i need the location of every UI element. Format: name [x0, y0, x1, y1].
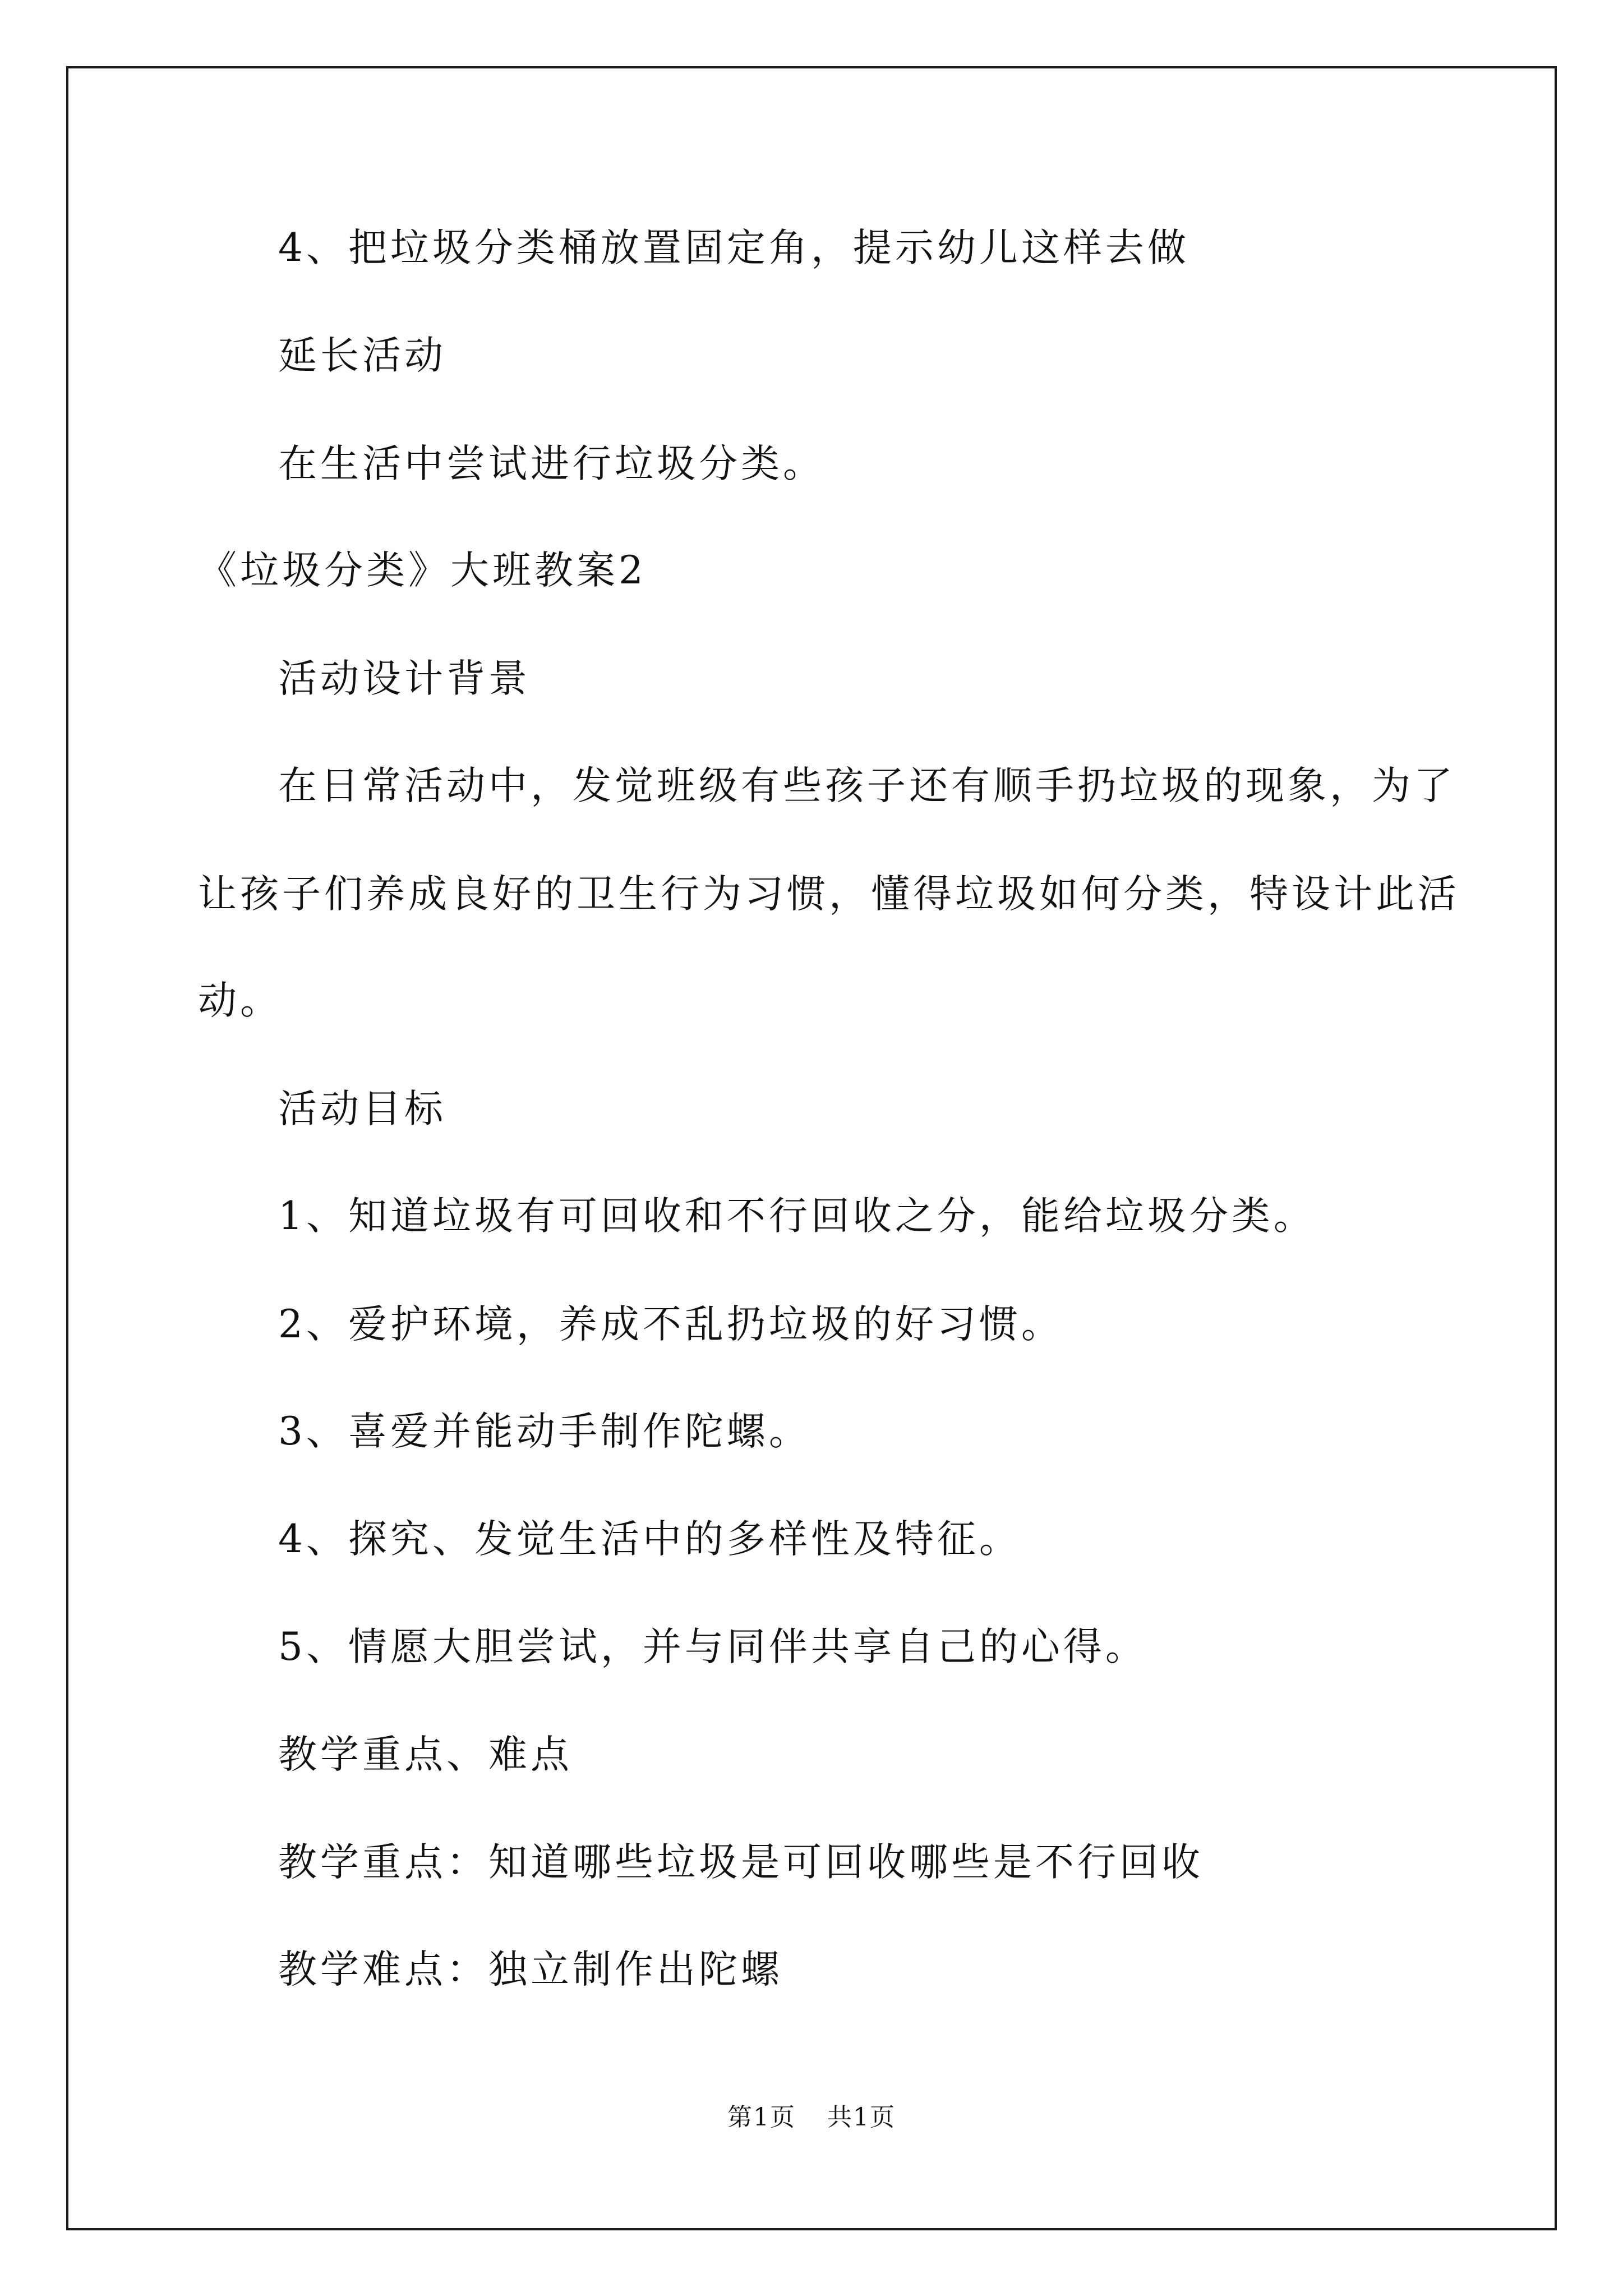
- list-item: 3、喜爱并能动手制作陀螺。: [278, 1409, 811, 1454]
- page-border: [66, 66, 1557, 2230]
- subheading: 活动目标: [278, 1087, 446, 1131]
- list-item: 1、知道垃圾有可回收和不行回收之分，能给垃圾分类。: [278, 1194, 1316, 1239]
- list-item: 5、情愿大胆尝试，并与同伴共享自己的心得。: [278, 1625, 1147, 1669]
- subheading: 教学重点、难点: [278, 1732, 573, 1777]
- text-line: 4、把垃圾分类桶放置固定角，提示幼儿这样去做: [278, 226, 1189, 270]
- section-heading: 《垃圾分类》大班教案2: [198, 548, 647, 593]
- text-line: 动。: [198, 978, 282, 1023]
- text-line: 教学重点：知道哪些垃圾是可回收哪些是不行回收: [278, 1840, 1204, 1885]
- page-total: 共1页: [827, 2103, 896, 2132]
- text-line: 在生活中尝试进行垃圾分类。: [278, 441, 825, 486]
- text-line: 让孩子们养成良好的卫生行为习惯，懂得垃圾如何分类，特设计此活: [198, 872, 1460, 917]
- text-line: 在日常活动中，发觉班级有些孩子还有顺手扔垃圾的现象，为了: [278, 763, 1456, 808]
- list-item: 4、探究、发觉生活中的多样性及特征。: [278, 1517, 1021, 1562]
- subheading: 活动设计背景: [278, 656, 531, 701]
- text-line: 教学难点：独立制作出陀螺: [278, 1947, 783, 1992]
- text-line: 延长活动: [278, 333, 446, 378]
- list-item: 2、爱护环境，养成不乱扔垃圾的好习惯。: [278, 1302, 1063, 1347]
- page-number: 第1页: [727, 2103, 796, 2132]
- page-footer: [0, 2101, 1623, 2134]
